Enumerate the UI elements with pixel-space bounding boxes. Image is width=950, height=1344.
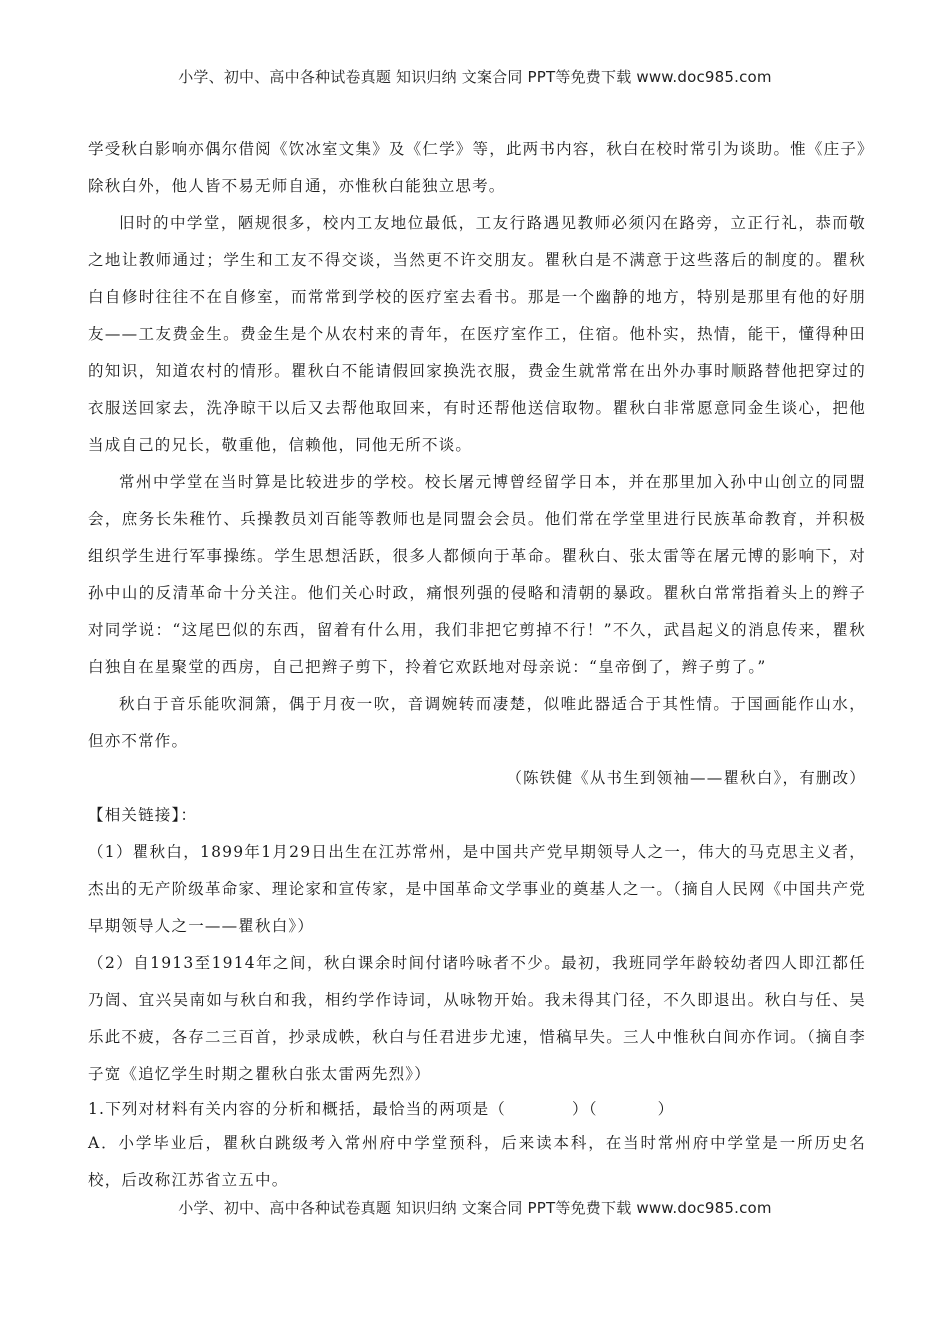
question-stem-mid: ）（ bbox=[572, 1100, 598, 1118]
option-a: A．小学毕业后，瞿秋白跳级考入常州府中学堂预科，后来读本科，在当时常州府中学堂是一所历史名校，后改称江苏省立五中。 bbox=[88, 1134, 866, 1189]
document-body bbox=[88, 131, 866, 1199]
question-stem bbox=[88, 1093, 866, 1125]
article-source: （陈铁健《从书生到领袖——瞿秋白》，有删改） bbox=[506, 769, 866, 787]
question-stem-end: ） bbox=[657, 1100, 675, 1118]
article-paragraph-2: 旧时的中学堂，陋规很多，校内工友地位最低，工友行路遇见教师必须闪在路旁，立正行礼，恭而敬之地让教师通过；学生和工友不得交谈，当然更不许交朋友。瞿秋白是不满意于这些落后的制度的。瞿秋白自修时往往不在自修室，而常常到学校的医疗室去看书。那是一个幽静的地方，特别是那里有他的好朋友——工友费金生。费金生是个从农村来的青年，在医疗室作工，住宿。他朴实，热情，能干，懂得种田的知识，知道农村的情形。瞿秋白不能请假回家换洗衣服，费金生就常常在出外办事时顺路替他把穿过的衣服送回家去，洗净晾干以后又去帮他取回来，有时还帮他送信取物。瞿秋白非常愿意同金生谈心，把他当成自己的兄长，敬重他，信赖他，同他无所不谈。 bbox=[88, 214, 866, 454]
header-banner: 小学、初中、高中各种试卷真题 知识归纳 文案合同 PPT等免费下载 www.doc985.com bbox=[178, 68, 772, 86]
link-item-2: （2）自1913至1914年之间，秋白课余时间付诸吟咏者不少。最初，我班同学年龄较幼者四人即江都任乃訚、宜兴吴南如与秋白和我，相约学作诗词，从咏物开始。我未得其门径，不久即退出。秋白与任、吴乐此不疲，各存二三百首，抄录成帙，秋白与任君进步尤速，惜稿早失。三人中惟秋白间亦作词。（摘自李子宽《追忆学生时期之瞿秋白张太雷两先烈》） bbox=[88, 954, 866, 1083]
footer-banner: 小学、初中、高中各种试卷真题 知识归纳 文案合同 PPT等免费下载 www.doc985.com bbox=[178, 1199, 772, 1217]
links-heading: 【相关链接】： bbox=[88, 806, 198, 824]
link-item-1: （1）瞿秋白，1899年1月29日出生在江苏常州，是中国共产党早期领导人之一，伟大的马克思主义者，杰出的无产阶级革命家、理论家和宣传家，是中国革命文学事业的奠基人之一。（摘自人民网《中国共产党早期领导人之一——瞿秋白》） bbox=[88, 843, 866, 935]
article-paragraph-4: 秋白于音乐能吹洞箫，偶于月夜一吹，音调婉转而凄楚，似唯此器适合于其性情。于国画能作山水，但亦不常作。 bbox=[88, 695, 866, 750]
question-stem-text: 1.下列对材料有关内容的分析和概括，最恰当的两项是（ bbox=[88, 1100, 506, 1118]
article-paragraph-3: 常州中学堂在当时算是比较进步的学校。校长屠元博曾经留学日本，并在那里加入孙中山创立的同盟会，庶务长朱稚竹、兵操教员刘百能等教师也是同盟会会员。他们常在学堂里进行民族革命教育，并积极组织学生进行军事操练。学生思想活跃，很多人都倾向于革命。瞿秋白、张太雷等在屠元博的影响下，对孙中山的反清革命十分关注。他们关心时政，痛恨列强的侵略和清朝的暴政。瞿秋白常常指着头上的辫子对同学说：“这尾巴似的东西，留着有什么用，我们非把它剪掉不行！”不久，武昌起义的消息传来，瞿秋白独自在星聚堂的西房，自己把辫子剪下，拎着它欢跃地对母亲说：“皇帝倒了，辫子剪了。” bbox=[88, 473, 866, 676]
article-paragraph-1: 学受秋白影响亦偶尔借阅《饮冰室文集》及《仁学》等，此两书内容，秋白在校时常引为谈助。惟《庄子》除秋白外，他人皆不易无师自通，亦惟秋白能独立思考。 bbox=[88, 140, 866, 195]
